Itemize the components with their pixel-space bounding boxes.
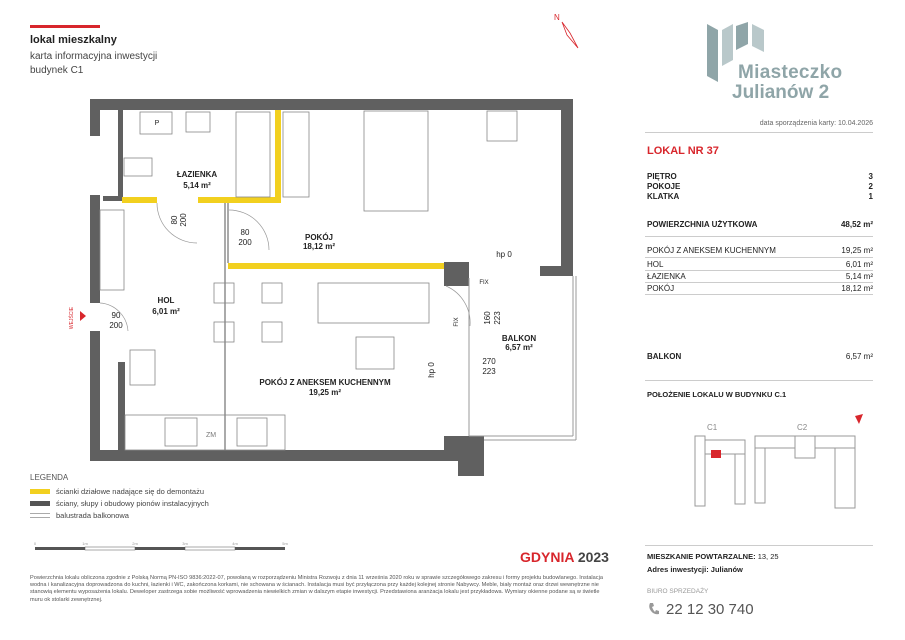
- unit-location-marker: [711, 450, 721, 458]
- prop-rooms: [647, 182, 873, 191]
- divider: [645, 282, 873, 283]
- building-c1-label: C1: [707, 423, 718, 432]
- document-title: lokal mieszkalny: [30, 34, 117, 46]
- dim-label: 223: [482, 367, 496, 376]
- legend-text: ściany, słupy i obudowy pionów instalacyjnych: [56, 499, 209, 508]
- fix-label: FIX: [479, 280, 489, 286]
- area-value: 48,52 m²: [840, 220, 873, 229]
- room-label: HOL: [647, 260, 664, 269]
- room-label: ŁAZIENKA: [647, 272, 686, 281]
- balcony-row: [647, 352, 873, 361]
- hall-area: 6,01 m²: [152, 307, 180, 316]
- room-name: POKÓJ: [304, 233, 334, 242]
- prop-label: POKOJE: [647, 182, 681, 191]
- dim-label: 200: [109, 321, 123, 330]
- card-date: data sporządzenia karty: 10.04.2026: [759, 120, 873, 127]
- room-value: 19,25 m²: [841, 246, 873, 255]
- dim-label: 80: [240, 228, 250, 237]
- dim-label: 270: [482, 357, 496, 366]
- phone-icon: [648, 602, 660, 616]
- scale-label: 5m: [282, 541, 288, 546]
- legend-text: balustrada balkonowa: [56, 511, 129, 520]
- prop-staircase: [647, 192, 873, 201]
- bathroom-name: ŁAZIENKA: [176, 170, 218, 179]
- divider: [645, 257, 873, 258]
- address: Adres inwestycji: Julianów: [647, 565, 743, 574]
- living-name: POKÓJ Z ANEKSEM KUCHENNYM: [259, 378, 391, 387]
- divider: [645, 380, 873, 381]
- balcony-area: 6,57 m²: [505, 343, 533, 352]
- divider: [645, 132, 873, 133]
- hp0-side-label: hp 0: [427, 362, 436, 378]
- room-label: POKÓJ: [647, 284, 675, 293]
- dim-label: 200: [179, 213, 188, 227]
- room-row: [647, 272, 873, 281]
- room-value: 5,14 m²: [845, 272, 873, 281]
- city-year-text: GDYNIA 2023: [520, 549, 609, 565]
- room-row: [647, 260, 873, 269]
- usable-area: [647, 220, 873, 229]
- scale-label: 2m: [132, 541, 138, 546]
- prop-value: 2: [868, 182, 873, 191]
- prop-value: 3: [868, 172, 873, 181]
- scale-label: 3m: [182, 541, 188, 546]
- repeat-label: MIESZKANIE POWTARZALNE:: [647, 552, 756, 561]
- location-title: POŁOŻENIE LOKALU W BUDYNKU C.1: [647, 390, 787, 399]
- city-year-badge: [520, 549, 609, 565]
- hall-name: HOL: [157, 296, 175, 305]
- legend-item: [30, 487, 204, 496]
- dim-label: 200: [238, 238, 252, 247]
- dim-label: 90: [111, 311, 121, 320]
- sales-phone-number[interactable]: 22 12 30 740: [666, 601, 754, 618]
- dim-label: 80: [170, 215, 179, 225]
- area-label: POWIERZCHNIA UŻYTKOWA: [647, 220, 758, 229]
- balcony-name: BALKON: [501, 334, 537, 343]
- dim-label: 160: [483, 311, 492, 325]
- logo-text-line-1: Miasteczko: [738, 62, 843, 83]
- legend-swatch: [30, 501, 50, 506]
- prop-label: PIĘTRO: [647, 172, 677, 181]
- room-row: [647, 284, 873, 293]
- scale-label: 0: [33, 541, 37, 546]
- room-area: 18,12 m²: [302, 242, 336, 251]
- building-location-map: [685, 410, 875, 540]
- legend-swatch: [30, 489, 50, 494]
- north-label: N: [554, 13, 560, 22]
- scale-label: 4m: [232, 541, 238, 546]
- legend-swatch: [30, 513, 50, 518]
- divider: [645, 270, 873, 271]
- subtitle-line-2: budynek C1: [30, 65, 84, 76]
- balcony-value: 6,57 m²: [845, 352, 873, 361]
- building-c2-label: C2: [797, 423, 808, 432]
- room-label: POKÓJ Z ANEKSEM KUCHENNYM: [647, 246, 776, 255]
- repeat-value: 13, 25: [757, 552, 779, 561]
- repeat-units: [647, 552, 779, 561]
- zm-mark: ZM: [205, 432, 217, 439]
- hp0-label: hp 0: [496, 250, 512, 259]
- p-mark: P: [154, 120, 160, 127]
- divider: [645, 294, 873, 295]
- logo-text-line-2: Julianów 2: [732, 82, 830, 103]
- prop-value: 1: [868, 192, 873, 201]
- subtitle-line-1: karta informacyjna inwestycji: [30, 51, 158, 62]
- unit-title: LOKAL NR 37: [647, 145, 719, 157]
- legend-text: ścianki działowe nadające się do demontażu: [56, 487, 205, 496]
- legend-title: LEGENDA: [30, 473, 69, 482]
- legend-item: [30, 511, 129, 520]
- living-area: 19,25 m²: [308, 388, 342, 397]
- sales-office-label: BIURO SPRZEDAŻY: [647, 588, 709, 595]
- scale-bar: [30, 540, 300, 554]
- prop-floor: [647, 172, 873, 181]
- bathroom-area: 5,14 m²: [183, 181, 211, 190]
- entrance-label: WEJŚCIE: [69, 306, 75, 330]
- fix-side-label: FIX: [454, 317, 460, 327]
- prop-label: KLATKA: [647, 192, 680, 201]
- room-value: 18,12 m²: [841, 284, 873, 293]
- dim-label: 223: [493, 311, 502, 325]
- legend-item: [30, 499, 209, 508]
- divider: [645, 236, 873, 237]
- room-value: 6,01 m²: [845, 260, 873, 269]
- balcony-label: BALKON: [647, 352, 682, 361]
- divider: [645, 545, 873, 546]
- legal-footnote: Powierzchnia lokalu obliczona zgodnie z Polską Normą PN-ISO 9836:2022-07, powołaną w rozporządzeniu Ministra Rozwoju z dnia 11 września 2020 roku w sprawie szczegółowego zakresu i formy projektu budowlanego. Instalacja wodna i kanalizacyjna doprowadzona do kuchni, łazienki i WC, zakończona korkami, nie schowana w ścianach. Instalacja musi być przyłączona przy każdej kolejnej stronie Nabywcy. Meble, biały montaż oraz drzwi wewnętrzne nie stanowią elementu wyposażenia lokalu. Deweloper zastrzega sobie możliwość wprowadzenia niewielkich zmian w dalszym etapie inwestycji. Przedstawiona aranżacja lokalu jest przykładowa. Wymiary okienne podane są w świetle muru ok stolarki zewnętrznej.: [30, 575, 603, 603]
- room-row: [647, 246, 873, 255]
- scale-label: 1m: [82, 541, 88, 546]
